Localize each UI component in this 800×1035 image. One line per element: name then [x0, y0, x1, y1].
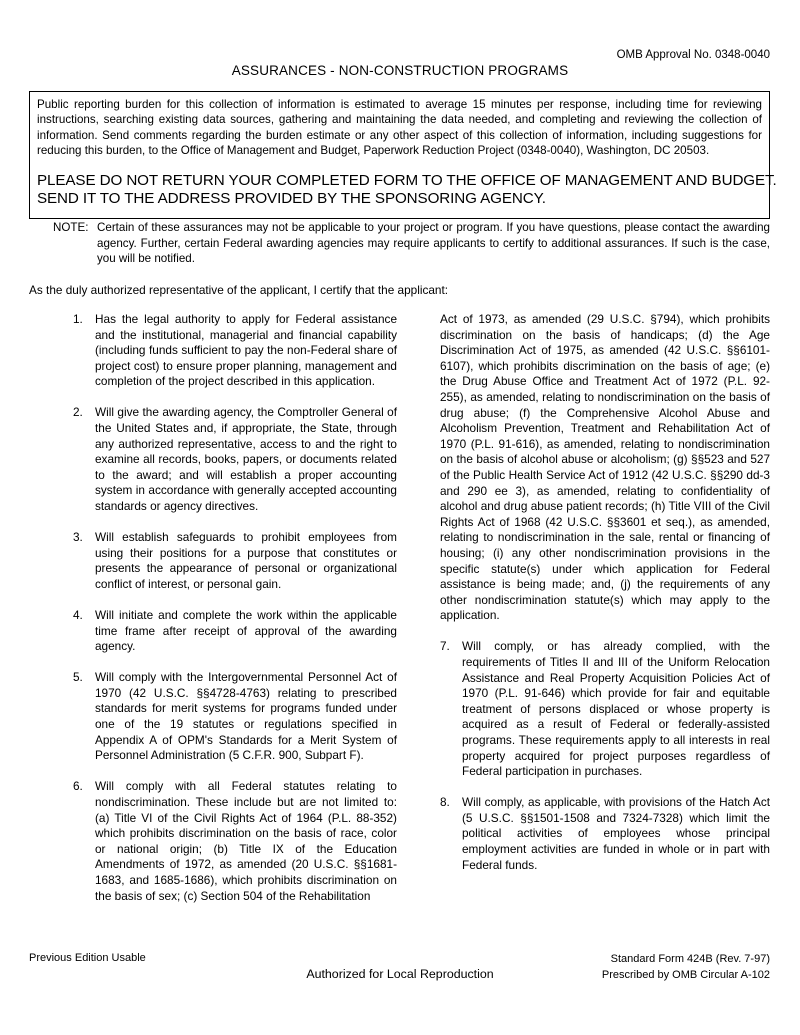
footer-prescribed-by: Prescribed by OMB Circular A-102 [601, 969, 770, 981]
assurance-item-8 [440, 795, 770, 873]
assurance-item-6 [73, 779, 397, 904]
note-label: NOTE: [53, 221, 89, 234]
assurance-number: 1. [73, 312, 83, 326]
assurance-item-7 [440, 639, 770, 779]
notice-line-2: SEND IT TO THE ADDRESS PROVIDED BY THE SPONSORING AGENCY. [37, 190, 546, 208]
assurance-item-6-continuation: Act of 1973, as amended (29 U.S.C. §794), which prohibits discrimination on the basis of handicaps; (d) the Age Discrimination Act of 1975, as amended (42 U.S.C. §§6101-6107), which prohibits discrimination on the basis of age; (e) the Drug Abuse Office and Treatment Act of 1972 (P.L. 92-255), as amended, relating to nondiscrimination on the basis of drug abuse; (f) the Comprehensive Alcohol Abuse and Alcoholism Prevention, Treatment and Rehabilitation Act of 1970 (P.L. 91-616), as amended, relating to nondiscrimination on the basis of alcohol abuse or alcoholism; (g) §§523 and 527 of the Public Health Service Act of 1912 (42 U.S.C. §§290 dd-3 and 290 ee 3), as amended, relating to confidentiality of alcohol and drug abuse patient records; (h) Title VIII of the Civil Rights Act of 1968 (42 U.S.C. §§3601 et seq.), as amended, relating to nondiscrimination in the sale, rental or financing of housing; (i) any other nondiscrimination provisions in the specific statute(s) under which application for Federal assistance is being made; and, (j) the requirements of any other nondiscrimination statute(s) which may apply to the application. [440, 312, 770, 623]
footer-standard-form: Standard Form 424B (Rev. 7-97) [610, 953, 770, 965]
assurance-item-1 [73, 312, 397, 390]
do-not-return-notice [37, 171, 777, 209]
assurance-text: Will comply with the Intergovernmental Personnel Act of 1970 (42 U.S.C. §§4728-4763) relating to prescribed standards for merit systems for programs funded under one of the 19 statutes or regulations specified in Appendix A of OPM's Standards for a Merit System of Personnel Administration (5 C.F.R. 900, Subpart F). [95, 670, 397, 763]
certification-lead-in: As the duly authorized representative of the applicant, I certify that the applicant: [29, 283, 449, 297]
page-title: ASSURANCES - NON-CONSTRUCTION PROGRAMS [231, 63, 569, 78]
assurance-item-3 [73, 530, 397, 592]
assurance-item-5 [73, 670, 397, 764]
assurance-text: Has the legal authority to apply for Federal assistance and the institutional, managerial and financial capability (including funds sufficient to pay the non-Federal share of project cost) to ensure proper planning, management and completion of the project described in this application. [95, 312, 397, 389]
assurance-number: 7. [440, 639, 450, 654]
assurance-number: 6. [73, 779, 83, 794]
assurance-text: Will establish safeguards to prohibit employees from using their positions for a purpose that constitutes or presents the appearance of personal or organizational conflict of interest, or personal gain. [95, 530, 397, 591]
assurance-text: Will comply, as applicable, with provisions of the Hatch Act (5 U.S.C. §§1501-1508 and 7324-7328) which limit the political activities of employees whose principal employment activities are funded in whole or in part with Federal funds. [462, 795, 770, 872]
assurance-item-2 [73, 405, 397, 514]
assurance-number: 5. [73, 670, 83, 685]
note-row [53, 220, 770, 267]
assurance-text: Will give the awarding agency, the Comptroller General of the United States and, if appropriate, the State, through any authorized representative, access to and the right to examine all records, books, papers, or documents related to the award; and will establish a proper accounting system in accordance with generally accepted accounting standards or agency directives. [95, 405, 397, 514]
burden-statement-paragraph: Public reporting burden for this collection of information is estimated to average 15 minutes per response, including time for reviewing instructions, searching existing data sources, gathering and maintaining the data needed, and completing and reviewing the collection of information. Send comments regarding the burden estimate or any other aspect of this collection of information, including suggestions for reducing this burden, to the Office of Management and Budget, Paperwork Reduction Project (0348-0040), Washington, DC 20503. [37, 98, 762, 158]
assurance-text: Will comply with all Federal statutes relating to nondiscrimination. These include but are not limited to: (a) Title VI of the Civil Rights Act of 1964 (P.L. 88-352) which prohibits discrimination on the basis of race, color or national origin; (b) Title IX of the Education Amendments of 1972, as amended (20 U.S.C. §§1681-1683, and 1685-1686), which prohibits discrimination on the basis of sex; (c) Section 504 of the Rehabilitation [95, 779, 397, 903]
assurance-text: Will comply, or has already complied, with the requirements of Titles II and III of the Uniform Relocation Assistance and Real Property Acquisition Policies Act of 1970 (P.L. 91-646) which provide for fair and equitable treatment of persons displaced or whose property is acquired as a result of Federal or federally-assisted programs. These requirements apply to all interests in real property acquired for project purposes regardless of Federal participation in purchases. [462, 639, 770, 779]
assurance-number: 3. [73, 530, 83, 545]
note-block [53, 220, 770, 267]
assurances-right-column [440, 312, 770, 889]
footer-previous-edition: Previous Edition Usable [29, 952, 146, 964]
notice-line-1: PLEASE DO NOT RETURN YOUR COMPLETED FORM TO THE OFFICE OF MANAGEMENT AND BUDGET. [37, 171, 777, 189]
footer-form-info [602, 951, 770, 983]
assurance-number: 8. [440, 795, 450, 810]
assurance-number: 4. [73, 608, 83, 622]
assurance-item-4 [73, 608, 397, 655]
assurances-left-column [73, 312, 397, 920]
omb-approval-number: OMB Approval No. 0348-0040 [616, 49, 770, 61]
public-reporting-burden-box [29, 91, 777, 219]
footer-authorized-reproduction: Authorized for Local Reproduction [306, 967, 494, 981]
assurance-number: 2. [73, 405, 83, 420]
note-text: Certain of these assurances may not be applicable to your project or program. If you have questions, please contact the awarding agency. Further, certain Federal awarding agencies may require applicants to certify to additional assurances. If such is the case, you will be notified. [97, 221, 770, 266]
assurance-text: Will initiate and complete the work within the applicable time frame after receipt of approval of the awarding agency. [95, 608, 397, 654]
